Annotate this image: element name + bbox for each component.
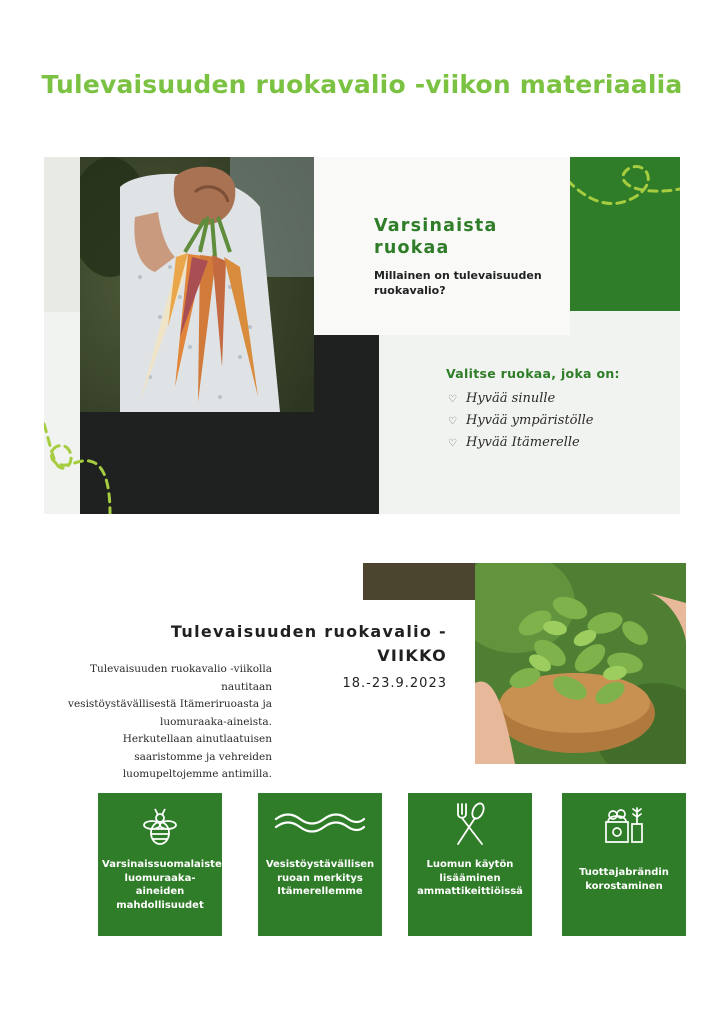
banner-card-title: Varsinaista ruokaa	[374, 216, 498, 258]
banner-left-strip	[44, 157, 80, 312]
choose-item-label: Hyvää Itämerelle	[466, 435, 580, 450]
feature-card-label: Luomun käytön lisääminen ammattikeittiöissä	[417, 859, 523, 897]
week-title: Tulevaisuuden ruokavalio - VIIKKO	[170, 622, 447, 665]
feature-card-label: Varsinaissuomalaisten luomuraaka-aineiden mahdollisuudet	[102, 859, 229, 911]
feature-card	[258, 793, 382, 936]
feature-card	[562, 793, 686, 936]
heart-icon: ♡	[448, 438, 457, 449]
heart-icon: ♡	[448, 416, 457, 427]
herb-basket-photo	[475, 563, 686, 764]
choose-title: Valitse ruokaa, joka on:	[446, 366, 620, 381]
choose-item	[448, 391, 555, 406]
week-description: Tulevaisuuden ruokavalio -viikolla nautitaan vesistöystävällisestä Itämeriruoasta ja luomuraaka-aineista. Herkutellaan ainutlaatuisen saaristomme ja vehreiden luomupeltojemme antimilla.	[68, 663, 272, 780]
choose-item	[448, 435, 580, 450]
produce-basket-icon	[562, 804, 686, 844]
choose-item-label: Hyvää sinulle	[466, 391, 556, 406]
feature-card	[98, 793, 229, 936]
carrot-photo	[80, 157, 314, 412]
feature-card	[408, 793, 532, 936]
brown-accent-bar	[363, 563, 475, 600]
feature-card-label: Tuottajabrändin korostaminen	[579, 867, 669, 892]
week-dates: 18.-23.9.2023	[342, 676, 447, 691]
banner-card-subtitle: Millainen on tulevaisuuden ruokavalio?	[374, 269, 542, 297]
heart-icon: ♡	[448, 394, 457, 405]
feature-card-label: Vesistöystävällisen ruoan merkitys Itämerellemme	[265, 859, 375, 897]
waves-icon	[258, 811, 382, 833]
dashed-swirl-bottom-left-icon	[44, 420, 124, 514]
choose-item-label: Hyvää ympäristölle	[466, 413, 594, 428]
bee-icon	[98, 805, 222, 847]
fork-spoon-icon	[408, 802, 532, 846]
choose-item	[448, 413, 594, 428]
page-title: Tulevaisuuden ruokavalio -viikon materiaalia	[41, 70, 683, 99]
